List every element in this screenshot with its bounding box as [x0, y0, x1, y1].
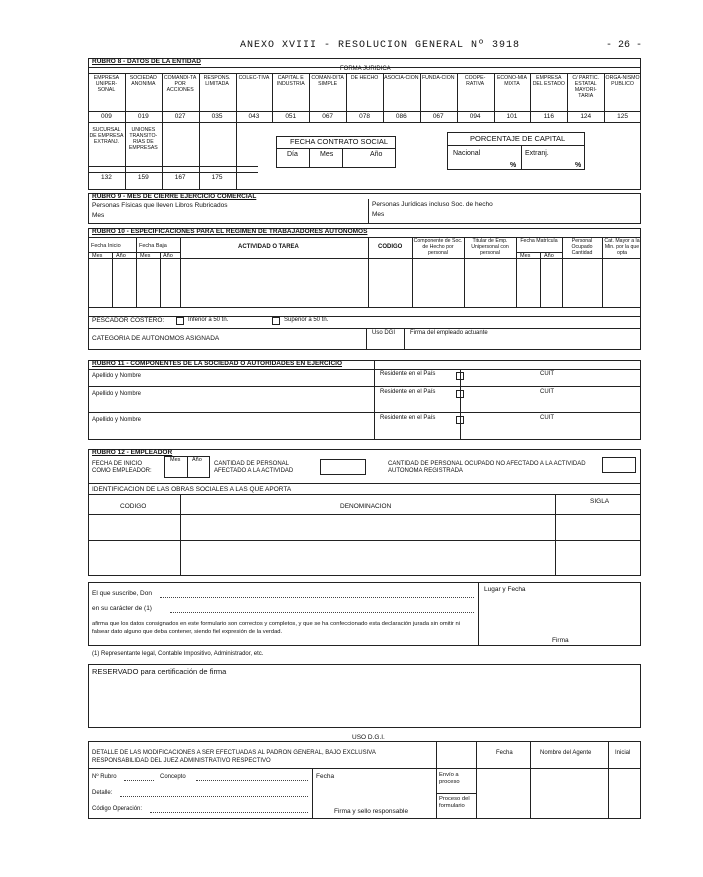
reservado-label: RESERVADO para certificación de firma	[92, 667, 227, 676]
nacional-label: Nacional	[453, 150, 481, 157]
forma-col-code[interactable]: 124	[580, 113, 592, 120]
rubro9-title: RUBRO 9 - MES DE CIERRE EJERCICIO COMERCIAL	[92, 193, 257, 200]
anio-label: Año	[370, 151, 383, 158]
forma-col-header: DE HECHO	[350, 75, 379, 81]
forma-col-header: COOPE-RATIVA	[464, 75, 486, 87]
forma-col2-header: UNIONES TRANSITO-RIAS DE EMPRESAS	[128, 127, 158, 151]
anio-col-3: Año	[544, 253, 554, 259]
fecha-header: Fecha	[496, 750, 513, 756]
mes-juridicas-label: Mes	[372, 211, 385, 218]
forma-col-code[interactable]: 051	[285, 113, 297, 120]
pescador-label: PESCADOR COSTERO:	[92, 317, 165, 324]
rubro10-section	[88, 228, 641, 350]
personal-ocupado-label: Personal Ocupado Cantidad	[571, 238, 593, 256]
pescador-inferior-checkbox[interactable]	[176, 317, 184, 325]
forma-col-header: FUNDA-CION	[421, 75, 455, 81]
forma-col-code[interactable]: 027	[174, 113, 186, 120]
forma-col-code[interactable]: 035	[211, 113, 223, 120]
personas-juridicas-label: Personas Jurídicas incluso Soc. de hecho	[372, 201, 493, 208]
rubro10-title: RUBRO 10 - ESPECIFICACIONES PARA EL REGIMEN DE TRABAJADORES AUTONOMOS	[92, 228, 368, 235]
forma-col-header: SOCIEDAD ANONIMA	[129, 75, 157, 87]
suscribe-line[interactable]	[160, 597, 474, 598]
componente-residente-label: Residente en el País	[380, 371, 436, 377]
personas-fisicas-label: Personas Físicas que lleven Libros Rubricados	[92, 202, 228, 209]
porcentaje-label: PORCENTAJE DE CAPITAL	[470, 134, 566, 143]
document-title: ANEXO XVIII - RESOLUCION GENERAL Nº 3918	[240, 40, 521, 51]
dia-label: Día	[287, 151, 298, 158]
titular-label: Titular de Emp. Unipersonal con personal	[471, 238, 509, 256]
componente-apellido-label: Apellido y Nombre	[92, 391, 142, 397]
forma-col-header: ASOCIA-CION	[384, 75, 419, 81]
fecha-contrato-label: FECHA CONTRATO SOCIAL	[290, 137, 389, 146]
forma-col2-code[interactable]: 167	[174, 174, 186, 181]
percent-sign-1: %	[510, 162, 517, 169]
detalle-label: Detalle:	[92, 790, 113, 796]
caracter-line[interactable]	[170, 612, 474, 613]
percent-sign-2: %	[575, 162, 582, 169]
forma-col-header: RESPONS. LIMITADA	[203, 75, 231, 87]
cantidad-no-afectado-input[interactable]	[602, 457, 636, 473]
proceso-formulario-label: Proceso del formulario	[439, 796, 470, 809]
componente-cuit-label: CUIT	[540, 371, 554, 377]
pescador-superior-checkbox[interactable]	[272, 317, 280, 325]
residente-checkbox[interactable]	[456, 416, 464, 424]
forma-col-code[interactable]: 067	[432, 113, 444, 120]
forma-col-header: COLEC-TIVA	[238, 75, 270, 81]
extranj-label: Extranj.	[525, 150, 549, 157]
forma-col-code[interactable]: 086	[395, 113, 407, 120]
anio-col-1: Año	[116, 253, 126, 259]
fecha-label: Fecha	[316, 773, 335, 780]
firma-empleado-label: Firma del empleado actuante	[410, 330, 488, 336]
forma-col-code[interactable]: 094	[469, 113, 481, 120]
forma-col2-header: SUCURSAL DE EMPRESA EXTRANJ.	[89, 127, 124, 145]
fecha-baja-label: Fecha Baja	[139, 243, 167, 249]
forma-col-code[interactable]: 078	[359, 113, 370, 120]
forma-col-header: ECONO-MIA MIXTA	[496, 75, 527, 87]
forma-col-code[interactable]: 116	[543, 113, 555, 120]
componente-cuit-label: CUIT	[540, 415, 554, 421]
forma-col-header: EMPRESA DEL ESTADO	[532, 75, 565, 87]
codigo-label: CODIGO	[378, 244, 403, 250]
page-number: - 26 -	[606, 40, 643, 51]
anio-col-2: Año	[163, 253, 173, 259]
forma-col-code[interactable]: 043	[248, 113, 260, 120]
mes-col-3: Mes	[520, 253, 531, 259]
mes-fisicas-label: Mes	[92, 212, 105, 219]
fecha-inicio-label: Fecha Inicio	[91, 243, 121, 249]
inicial-header: Inicial	[615, 750, 631, 756]
obras-sociales-label: IDENTIFICACION DE LAS OBRAS SOCIALES A LAS QUE APORTA	[92, 486, 292, 493]
categoria-label: CATEGORIA DE AUTONOMOS ASIGNADA	[92, 335, 220, 342]
codigo-operacion-label: Código Operación:	[92, 806, 143, 812]
forma-col2-code[interactable]: 132	[101, 174, 112, 181]
firma-label: Firma	[552, 637, 569, 644]
forma-col-code[interactable]: 009	[101, 113, 112, 120]
n-rubro-label: Nº Rubro	[92, 774, 117, 780]
cantidad-no-afectado-label: CANTIDAD DE PERSONAL OCUPADO NO AFECTADO A LA ACTIVIDAD AUTONOMA REGISTRADA	[388, 461, 586, 474]
empleador-mes-label: Mes	[170, 457, 181, 463]
forma-col-code[interactable]: 019	[137, 113, 149, 120]
inferior-label: Inferior a 50 tn.	[188, 317, 229, 323]
mes-col-1: Mes	[92, 253, 103, 259]
uso-dgi-label: Uso DGI	[372, 330, 396, 336]
componente-apellido-label: Apellido y Nombre	[92, 417, 142, 423]
componente-apellido-label: Apellido y Nombre	[92, 373, 142, 379]
fecha-matricula-label: Fecha Matrícula	[520, 238, 558, 244]
forma-juridica-label: FORMA JURIDICA	[340, 66, 391, 72]
componente-residente-label: Residente en el País	[380, 389, 436, 395]
forma-col-header: COMAN-DITA SIMPLE	[311, 75, 344, 87]
caracter-label: en su carácter de (1)	[92, 605, 152, 612]
mes-label: Mes	[320, 151, 334, 158]
componente-cuit-label: CUIT	[540, 389, 554, 395]
fecha-inicio-empleador-label: FECHA DE INICIO COMO EMPLEADOR:	[92, 461, 152, 474]
forma-col-header: ORGA-NISMO PUBLICO	[605, 75, 640, 87]
obra-codigo-label: CODIGO	[120, 503, 147, 510]
lugar-fecha-label: Lugar y Fecha	[484, 586, 526, 593]
forma-col-code[interactable]: 067	[322, 113, 334, 120]
rubro12-title: RUBRO 12 - EMPLEADOR	[92, 449, 173, 456]
rubro11-title: RUBRO 11 - COMPONENTES DE LA SOCIEDAD O AUTORIDADES EN EJERCICIO	[92, 360, 343, 367]
nombre-agente-header: Nombre del Agente	[540, 750, 592, 756]
forma-col2-code[interactable]: 159	[137, 174, 149, 181]
componente-label: Componente de Soc. de Hecho por personal	[413, 238, 463, 256]
obra-denominacion-label: DENOMINACION	[340, 503, 392, 510]
firma-sello-label: Firma y sello responsable	[334, 808, 409, 815]
cantidad-afectado-input[interactable]	[320, 459, 366, 475]
mes-col-2: Mes	[140, 253, 151, 259]
envio-proceso-label: Envío a proceso	[439, 772, 460, 785]
obra-sigla-label: SIGLA	[590, 498, 610, 505]
forma-col-code[interactable]: 125	[617, 113, 628, 120]
afirma-text: afirma que los datos consignados en este formulario son correctos y completos, y que se ha confeccionado esta declaración jurada sin omitir ni falsear dato alguno que deba contener, siendo fiel expresión de la verdad.	[92, 621, 460, 635]
forma-col-header: COMANDI-TA POR ACCIONES	[163, 75, 197, 93]
nota-representante: (1) Representante legal, Contable Impositivo, Administrador, etc.	[92, 651, 264, 657]
uso-dgi-title: USO D.G.I.	[352, 734, 385, 741]
suscribe-label: El que suscribe, Don	[92, 590, 152, 597]
residente-checkbox[interactable]	[456, 390, 464, 398]
residente-checkbox[interactable]	[456, 372, 464, 380]
forma-col-code[interactable]: 101	[506, 113, 518, 120]
forma-col-header: EMPRESA UNIPER-SONAL	[93, 75, 120, 93]
forma-col-header: C/ PARTIC. ESTATAL MAYORI-TARIA	[572, 75, 600, 99]
actividad-label: ACTIVIDAD O TAREA	[238, 244, 299, 250]
rubro8-title: RUBRO 8 - DATOS DE LA ENTIDAD	[92, 58, 201, 65]
rubro11-section	[88, 360, 641, 440]
empleador-anio-label: Año	[192, 457, 202, 463]
concepto-label: Concepto	[160, 774, 186, 780]
superior-label: Superior a 50 tn.	[284, 317, 329, 323]
cat-mayor-label: Cat. Mayor a la Min. por la que opta	[604, 238, 640, 256]
componente-residente-label: Residente en el País	[380, 415, 436, 421]
forma-col-header: CAPITAL E INDUSTRIA	[276, 75, 305, 87]
detalle-modificaciones: DETALLE DE LAS MODIFICACIONES A SER EFECTUADAS AL PADRON GENERAL, BAJO EXCLUSIVA RESPONSABILIDAD DEL JUEZ ADMINISTRATIVO RESPECTIVO	[92, 750, 376, 764]
forma-col2-code[interactable]: 175	[211, 174, 223, 181]
cantidad-afectado-label: CANTIDAD DE PERSONAL AFECTADO A LA ACTIVIDAD	[214, 461, 294, 474]
